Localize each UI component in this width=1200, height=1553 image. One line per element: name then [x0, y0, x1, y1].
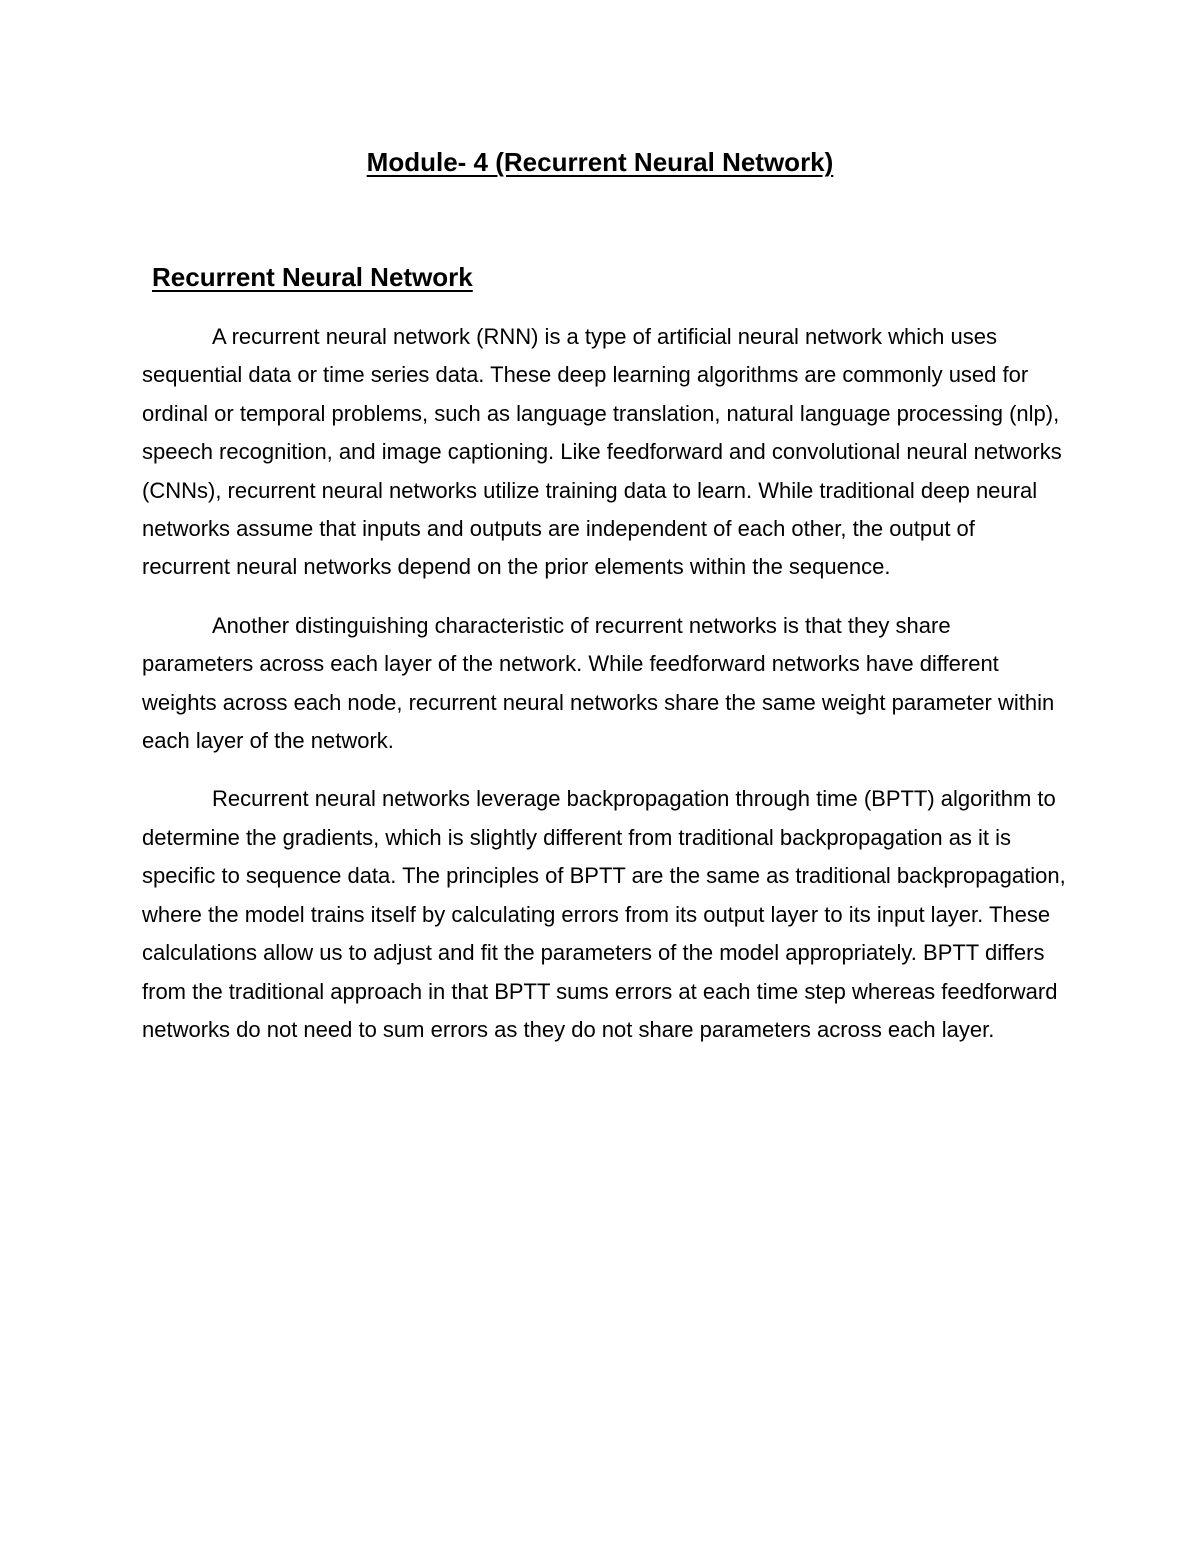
document-title: Module- 4 (Recurrent Neural Network): [366, 147, 834, 177]
paragraph-shared-parameters: Another distinguishing characteristic of recurrent networks is that they share parameters across each layer of the network. While feedforward networks have different weights across each node, recurrent neural networks share the same weight parameter within each layer of the network.: [142, 612, 1055, 754]
paragraph-rnn-definition: A recurrent neural network (RNN) is a type of artificial neural network which uses sequential data or time series data. These deep learning algorithms are commonly used for ordinal or temporal problems, such as language translation, natural language processing (nlp), speech recognition, and image captioning. Like feedforward and convolutional neural networks (CNNs), recurrent neural networks utilize training data to learn. While traditional deep neural networks assume that inputs and outputs are independent of each other, the output of recurrent neural networks depend on the prior elements within the sequence.: [142, 324, 1062, 580]
body-text: [142, 318, 1067, 1069]
section-heading: Recurrent Neural Network: [152, 262, 473, 292]
paragraph-bptt: Recurrent neural networks leverage backpropagation through time (BPTT) algorithm to determine the gradients, which is slightly different from traditional backpropagation as it is specific to sequence data. The principles of BPTT are the same as traditional backpropagation, where the model trains itself by calculating errors from its output layer to its input layer. These calculations allow us to adjust and fit the parameters of the model appropriately. BPTT differs from the traditional approach in that BPTT sums errors at each time step whereas feedforward networks do not need to sum errors as they do not share parameters across each layer.: [142, 786, 1066, 1042]
